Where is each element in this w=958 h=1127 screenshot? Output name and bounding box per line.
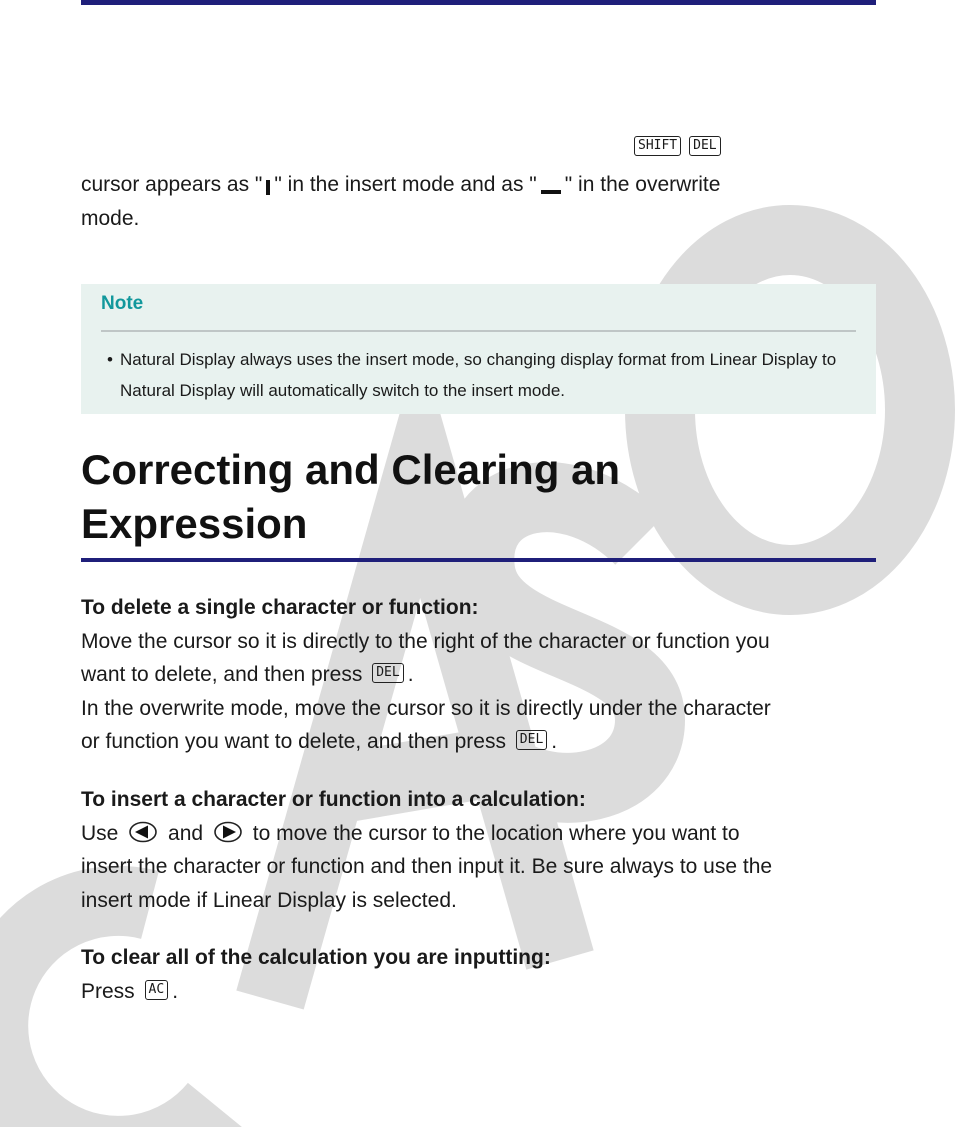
delete-line-4: or function you want to delete, and then press DEL . — [81, 730, 558, 753]
intro-line-1: cursor appears as " " in the insert mode and as " " in the overwrite — [81, 173, 721, 196]
ac-key: AC — [145, 980, 169, 1000]
note-box — [81, 284, 876, 414]
clear-title: To clear all of the calculation you are inputting: — [81, 946, 551, 969]
section-heading-line-2: Expression — [81, 500, 308, 547]
delete-line-1: Move the cursor so it is directly to the right of the character or function you — [81, 630, 770, 653]
section-heading — [81, 443, 620, 551]
section-heading-rule — [81, 558, 876, 562]
note-bullet: • — [107, 350, 113, 369]
del-key: DEL — [689, 136, 720, 156]
delete-line-3: In the overwrite mode, move the cursor so it is directly under the character — [81, 697, 771, 720]
delete-line-2: want to delete, and then press DEL . — [81, 663, 414, 686]
shift-del-keys — [630, 138, 725, 158]
clear-line-1: Press AC . — [81, 980, 179, 1003]
note-text: Natural Display always uses the insert mode, so changing display format from Linear Display to Natural Display will automatically switch to the insert mode. — [120, 350, 837, 400]
del-key: DEL — [516, 730, 547, 750]
section-heading-line-1: Correcting and Clearing an — [81, 446, 621, 493]
insert-title: To insert a character or function into a calculation: — [81, 788, 586, 811]
top-rule — [81, 0, 876, 5]
del-key: DEL — [372, 663, 403, 683]
insert-cursor-icon — [264, 175, 272, 195]
left-arrow-key-icon — [128, 821, 158, 843]
insert-line-1: Use and to move the cursor to the location where you want to — [81, 822, 740, 845]
intro-line-2: mode. — [81, 207, 140, 230]
insert-line-2: insert the character or function and then input it. Be sure always to use the — [81, 855, 773, 878]
shift-key: SHIFT — [634, 136, 681, 156]
note-title: Note — [101, 293, 144, 314]
insert-line-3: insert mode if Linear Display is selected. — [81, 889, 457, 912]
note-divider — [101, 330, 856, 332]
right-arrow-key-icon — [213, 821, 243, 843]
overwrite-cursor-icon — [539, 175, 563, 195]
delete-title: To delete a single character or function: — [81, 596, 479, 619]
